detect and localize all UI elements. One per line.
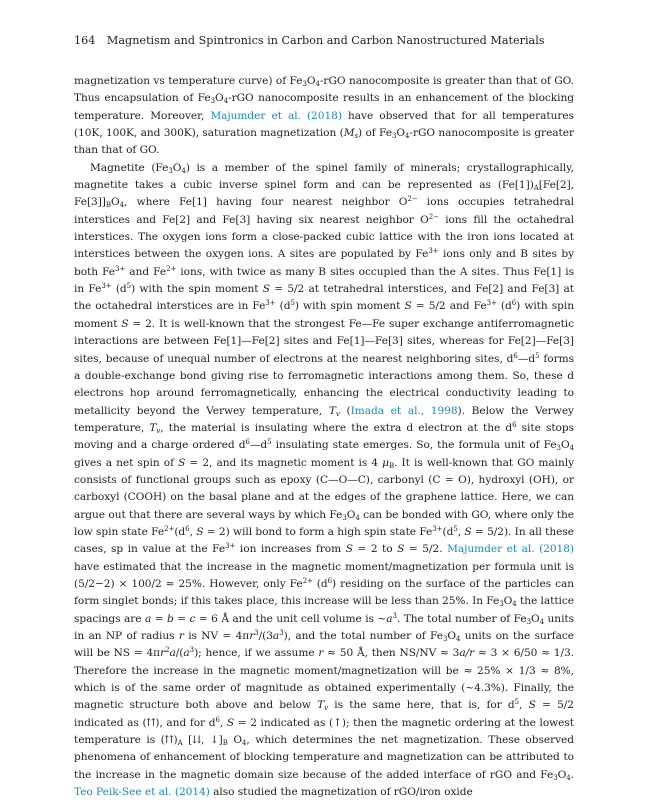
citation-link[interactable]: Teo Peik-See et al. (2014) — [74, 786, 210, 799]
page-number: 164 — [74, 34, 96, 47]
citation-link[interactable]: Imada et al., 1998 — [350, 404, 458, 417]
running-header — [74, 34, 584, 47]
paragraph: magnetization vs temperature curve) of $Fe_3O_4$-rGO nanocomposite is greater than that of GO. Thus encapsulation of $Fe_3O_4$-rGO nanocomposite results in an enhancement of the blocking temperature. Moreover, Majumder et al. (2018) have observed that for all temperatures (10K, 100K, and 300K), saturation magnetization $(M_s)$ of $Fe_3O_4$-rGO nanocomposite is greater than that of GO. — [74, 75, 575, 157]
citation-link[interactable]: Majumder et al. (2018) — [447, 543, 575, 556]
paragraph: Magnetite $(Fe_3O_4)$ is a member of the spinel family of minerals; crystallographically, magnetite takes a cubic inverse spinel form and can be represented as $(Fe[1])_A[Fe[2]$, $Fe[3]]_BO_4$, where Fe[1] having four nearest neighbor $O^{2-}$ ions occupies tetrahedral interstices and Fe[2] and Fe[3] having six nearest neighbor $O^{2-}$ ions fill the octahedral interstices. The oxygen ions form a close-packed cubic lattice with the iron ions located at interstices between the oxygen ions. A sites are populated by $Fe^{3+}$ ions only and B sites by both $Fe^{3+}$ and $Fe^{2+}$ ions, with twice as many B sites occupied than the A sites. Thus Fe[1] is in $Fe^{3+}$ $(d^5)$ with the spin moment S = 5/2 at tetrahedral interstices, and Fe[2] and Fe[3] at the octahedral interstices are in $Fe^{3+}$ $(d^5)$ with spin moment S = 5/2 and $Fe^{3+}$ $(d^6)$ with spin moment S = 2. It is well-known that the strongest Fe—Fe super exchange antiferromagnetic interactions are between Fe[1]—Fe[2] sites and Fe[1]—Fe[3] sites, whereas for Fe[2]—Fe[3] sites, because of unequal number of electrons at the nearest neighboring sites, $d^6—d^5$ forms a double-exchange bond giving rise to ferromagnetic interactions among them. So, these d electrons hop around ferromagnetically, enhancing the electrical conductivity leading to metallicity beyond the Verwey temperature, $T_v$ (Imada et al., 1998). Below the Verwey temperature, $T_v$, the material is insulating where the extra d electron at the $d^6$ site stops moving and a charge ordered $d^6—d^5$ insulating state emerges. So, the formula unit of $Fe_3O_4$ gives a net spin of S = 2, and its magnetic moment is 4 $\mu_B$. It is well-known that GO mainly consists of functional groups such as epoxy (C—O—C), carbonyl (C = O), hydroxyl (OH), or carboxyl (COOH) on the basal plane and at the edges of the graphene lattice. Here, we can argue out that there are several ways by which $Fe_3O_4$ can be bonded with GO, where only the low spin state $Fe^{2+}(d^6$, S = 2) will bond to form a high spin state $Fe^{3+}(d^5$, S = 5/2). In all these cases, sp in value at the $Fe^{3+}$ ion increases from S = 2 to S = 5/2. Majumder et al. (2018) have estimated that the increase in the magnetic moment/magnetization per formula unit is (5/2−2) × 100/2 ≈ 25%. However, only $Fe^{2+}$ $(d^6)$ residing on the surface of the particles can form singlet bonds; if this takes place, this increase will be less than 25%. In $Fe_3O_4$ the lattice spacings are a = b = c = 6 Å and the unit cell volume is $\sim a^3$. The total number of $Fe_3O_4$ units in an NP of radius r is NV = $4\pi r^3/(3a^3)$, and the total number of $Fe_3O_4$ units on the surface will be NS = $4\pi r^2a/(a^3)$; hence, if we assume r ≈ 50 Å, then NS/NV ≈ 3a/r ≈ 3 × 6/50 ≈ 1/3. Therefore the increase in the magnetic moment/magnetization will be ≈ 25% × 1/3 ≈ 8%, which is of the same order of magnitude as obtained experimentally (~4.3%). Finally, the magnetic structure both above and below $T_v$ is the same here, that is, for $d^5$, S = 5/2 indicated as (⇈), and for $d^6$, S = 2 indicated as (↑); then the magnetic ordering at the lowest temperature is $(⇈)_A$ [⇊, $↓]_B$ $O_4$, which determines the net magnetization. These observed phenomena of enhancement of blocking temperature and magnetization can be attributed to the increase in the magnetic domain size because of the added interface of rGO and $Fe_3O_4$. Teo Peik-See et al. (2014) also studied the magnetization of rGO/iron oxide — [74, 161, 575, 799]
body-text — [74, 73, 574, 801]
citation-link[interactable]: Majumder et al. (2018) — [210, 109, 342, 122]
running-title: Magnetism and Spintronics in Carbon and Carbon Nanostructured Materials — [106, 34, 545, 47]
